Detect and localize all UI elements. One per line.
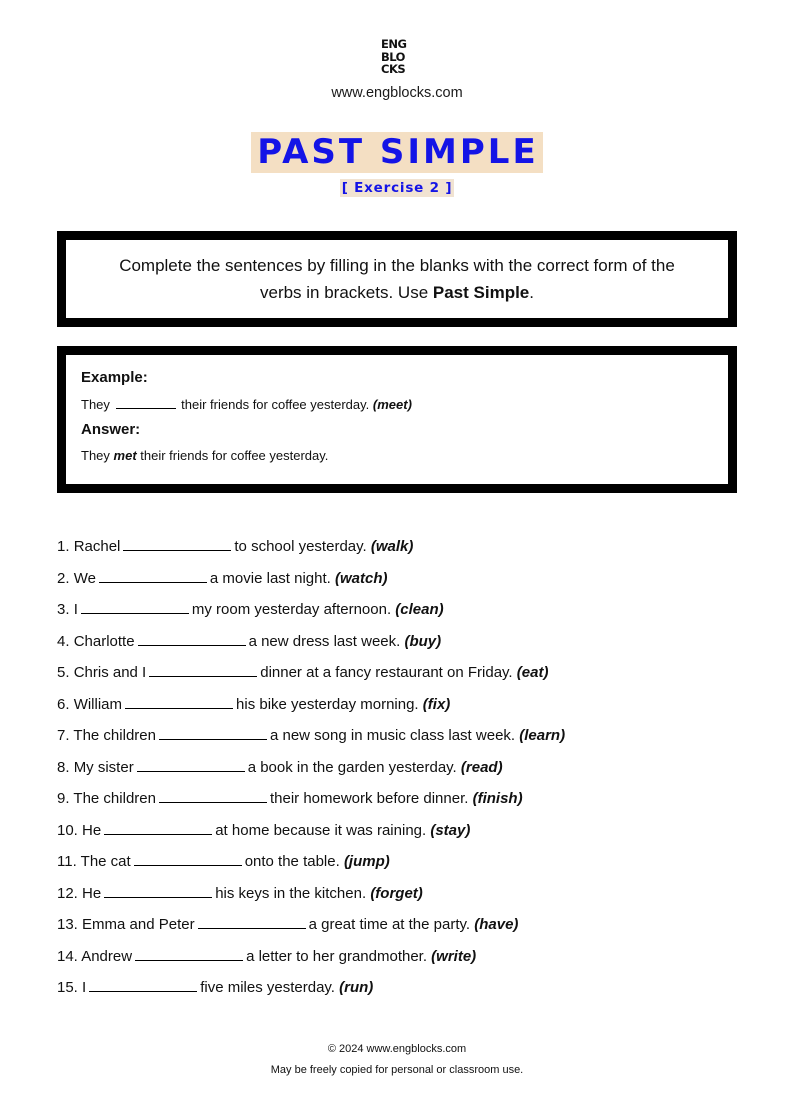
question-number: 14. xyxy=(57,947,78,965)
question-item xyxy=(57,689,757,721)
question-number: 5. xyxy=(57,664,70,681)
question-item xyxy=(57,720,757,752)
verb-hint: (stay) xyxy=(430,821,471,839)
question-item xyxy=(57,752,757,784)
answer-label: Answer: xyxy=(81,421,141,438)
question-before: Andrew xyxy=(81,947,133,965)
verb-hint: (forget) xyxy=(370,884,423,902)
answer-blank[interactable] xyxy=(104,820,212,835)
example-label: Example: xyxy=(81,369,148,386)
question-after: five miles yesterday. xyxy=(200,979,335,996)
question-after: a new song in music class last week. xyxy=(269,727,516,744)
question-number: 15. xyxy=(57,979,78,996)
answer-blank[interactable] xyxy=(134,851,242,866)
question-before: Chris and I xyxy=(73,664,147,681)
question-item xyxy=(57,972,757,1004)
subtitle-container xyxy=(0,179,794,197)
question-number: 3. xyxy=(57,601,70,618)
question-number: 1. xyxy=(57,538,70,555)
question-after: to school yesterday. xyxy=(234,538,367,555)
question-after: a movie last night. xyxy=(209,569,331,587)
answer-blank[interactable] xyxy=(137,757,245,772)
verb-hint: (have) xyxy=(474,916,519,933)
question-item xyxy=(57,563,757,595)
answer-blank[interactable] xyxy=(159,725,267,740)
answer-blank[interactable] xyxy=(99,568,207,583)
answer-end: their friends for coffee yesterday. xyxy=(140,448,329,463)
example-sentence-end: their friends for coffee yesterday. xyxy=(181,397,370,412)
question-item xyxy=(57,594,757,626)
example-sentence xyxy=(81,396,713,413)
instructions-before: Complete the sentences by filling in the blanks with the correct form of the verbs in brackets. Use xyxy=(119,256,675,302)
question-item xyxy=(57,941,757,973)
question-after: my room yesterday afternoon. xyxy=(191,601,392,618)
question-after: a great time at the party. xyxy=(308,916,471,933)
answer-blank[interactable] xyxy=(198,914,306,929)
answer-blank[interactable] xyxy=(125,694,233,709)
answer-blank[interactable] xyxy=(89,977,197,992)
logo-line: CKS xyxy=(381,62,406,76)
question-number: 13. xyxy=(57,916,78,933)
question-item xyxy=(57,909,757,941)
question-after: at home because it was raining. xyxy=(215,821,427,839)
question-item xyxy=(57,878,757,910)
question-before: Emma and Peter xyxy=(82,916,195,933)
question-item xyxy=(57,815,757,847)
question-before: William xyxy=(73,695,123,713)
question-item xyxy=(57,846,757,878)
question-number: 8. xyxy=(57,758,70,776)
question-before: The children xyxy=(73,790,156,807)
question-item xyxy=(57,783,757,815)
question-number: 10. xyxy=(57,821,78,839)
verb-hint: (learn) xyxy=(519,727,566,744)
engblocks-logo xyxy=(381,38,415,76)
answer-start: They xyxy=(81,448,110,463)
question-before: The children xyxy=(73,727,156,744)
footer-license: May be freely copied for personal or classroom use. xyxy=(270,1064,524,1076)
logo-line: ENG xyxy=(381,37,407,51)
question-before: Rachel xyxy=(73,538,121,555)
verb-hint: (clean) xyxy=(395,601,444,618)
question-after: dinner at a fancy restaurant on Friday. xyxy=(260,664,513,681)
question-before: We xyxy=(73,569,96,587)
instructions-after: . xyxy=(529,283,534,302)
answer-blank[interactable] xyxy=(138,631,246,646)
question-item xyxy=(57,531,757,563)
question-before: He xyxy=(82,821,102,839)
question-before: The cat xyxy=(80,853,131,870)
question-number: 9. xyxy=(57,790,70,807)
answer-blank[interactable] xyxy=(135,946,243,961)
question-number: 4. xyxy=(57,632,70,650)
verb-hint: (walk) xyxy=(370,538,414,555)
question-after: his bike yesterday morning. xyxy=(236,695,419,713)
verb-hint: (run) xyxy=(339,979,374,996)
verb-hint: (eat) xyxy=(516,664,549,681)
answer-blank[interactable] xyxy=(104,883,212,898)
logo-line: BLO xyxy=(381,49,405,64)
answer-blank[interactable] xyxy=(149,662,257,677)
exercise-subtitle: [ Exercise 2 ] xyxy=(341,180,453,196)
question-number: 7. xyxy=(57,727,70,744)
example-sentence-start: They xyxy=(81,397,110,412)
page-title: PAST SIMPLE xyxy=(251,132,542,173)
answer-blank[interactable] xyxy=(159,788,267,803)
question-before: My sister xyxy=(73,758,134,776)
instructions-emphasis: Past Simple xyxy=(432,283,530,302)
question-list xyxy=(57,531,757,1004)
example-blank xyxy=(116,396,176,409)
question-after: their homework before dinner. xyxy=(269,790,469,807)
question-before: He xyxy=(82,884,102,902)
example-hint: (meet) xyxy=(372,397,412,412)
verb-hint: (fix) xyxy=(422,695,451,713)
question-item xyxy=(57,626,757,658)
instructions-box xyxy=(57,231,737,327)
question-number: 11. xyxy=(57,853,77,870)
question-after: a new dress last week. xyxy=(248,632,401,650)
answer-sentence xyxy=(81,448,713,464)
verb-hint: (finish) xyxy=(472,790,523,807)
question-number: 12. xyxy=(57,884,78,902)
question-after: a letter to her grandmother. xyxy=(246,947,427,965)
verb-hint: (jump) xyxy=(343,853,390,870)
footer-copyright: © 2024 www.engblocks.com xyxy=(327,1043,467,1055)
verb-hint: (write) xyxy=(431,947,477,965)
question-item xyxy=(57,657,757,689)
question-number: 2. xyxy=(57,569,70,587)
question-before: I xyxy=(73,601,78,618)
question-after: a book in the garden yesterday. xyxy=(247,758,457,776)
question-before: I xyxy=(82,979,87,996)
verb-hint: (buy) xyxy=(404,632,442,650)
site-url: www.engblocks.com xyxy=(331,85,463,101)
instructions-text xyxy=(97,252,697,306)
question-before: Charlotte xyxy=(73,632,135,650)
question-after: his keys in the kitchen. xyxy=(215,884,367,902)
question-number: 6. xyxy=(57,695,70,713)
question-after: onto the table. xyxy=(244,853,340,870)
example-box xyxy=(57,346,737,493)
answer-blank[interactable] xyxy=(81,599,189,614)
title-container xyxy=(0,132,794,173)
verb-hint: (read) xyxy=(460,758,503,776)
answer-blank[interactable] xyxy=(123,536,231,551)
verb-hint: (watch) xyxy=(335,569,388,587)
answer-word: met xyxy=(113,448,137,463)
